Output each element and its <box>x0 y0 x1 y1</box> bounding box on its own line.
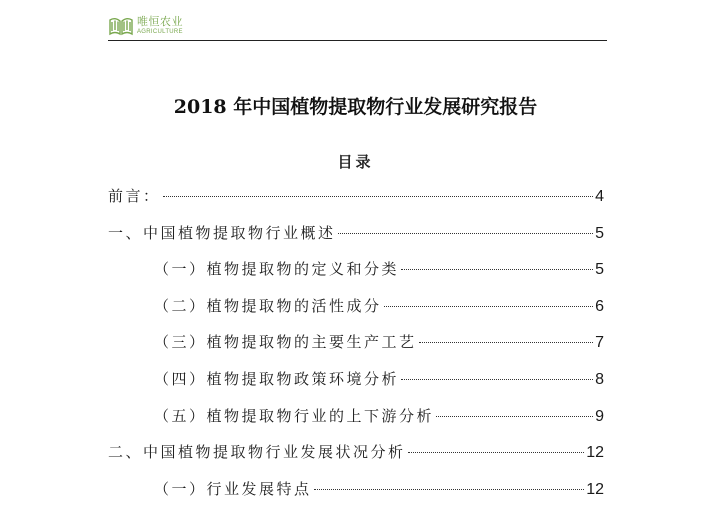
toc-dot-leader <box>436 416 593 417</box>
toc-entry-label: （二）植物提取物的活性成分 <box>154 296 382 315</box>
toc-entry-label: 一、中国植物提取物行业概述 <box>108 223 336 242</box>
toc-dot-leader <box>401 269 593 270</box>
toc-entry[interactable] <box>154 288 604 324</box>
toc-heading: 目录 <box>337 153 374 171</box>
book-leaf-logo-icon <box>108 14 134 36</box>
toc-page-number: 6 <box>595 297 604 315</box>
toc-entry-label: 前言： <box>108 187 161 205</box>
toc-entry[interactable] <box>154 398 604 434</box>
toc-entry[interactable] <box>154 361 604 397</box>
report-title: 2018 年中国植物提取物行业发展研究报告 <box>173 96 538 118</box>
toc-page-number: 8 <box>595 371 604 388</box>
toc-page-number: 5 <box>595 261 604 279</box>
toc-entry[interactable] <box>108 434 604 470</box>
toc-page-number: 12 <box>586 444 604 462</box>
logo-english-name: AGRICULTURE <box>137 29 183 35</box>
toc-page-number: 4 <box>595 188 604 205</box>
toc-entry-label: （四）植物提取物政策环境分析 <box>154 370 400 388</box>
toc-entry[interactable] <box>154 251 604 287</box>
toc-dot-leader <box>408 452 585 453</box>
page-header <box>108 14 607 41</box>
toc-dot-leader <box>384 306 594 307</box>
logo-chinese-name: 唯恒农业 <box>137 15 183 28</box>
toc-entry-label: （三）植物提取物的主要生产工艺 <box>154 333 417 352</box>
toc-page-number: 5 <box>595 224 604 242</box>
company-logo <box>108 14 183 36</box>
toc-entry[interactable] <box>154 471 604 507</box>
toc-dot-leader <box>338 233 594 234</box>
toc-page-number: 9 <box>595 407 604 425</box>
toc-entry[interactable] <box>108 178 604 214</box>
toc-entry-label: （一）植物提取物的定义和分类 <box>154 260 400 279</box>
toc-page-number: 7 <box>595 334 604 352</box>
toc-entry-label: （五）植物提取物行业的上下游分析 <box>154 406 435 425</box>
toc-entry[interactable] <box>154 324 604 360</box>
toc-dot-leader <box>314 489 585 490</box>
toc-entry-label: 二、中国植物提取物行业发展状况分析 <box>108 443 406 462</box>
toc-dot-leader <box>401 379 593 380</box>
toc-dot-leader <box>163 196 594 197</box>
logo-text <box>137 14 183 35</box>
toc-page-number: 12 <box>586 480 604 498</box>
toc-dot-leader <box>419 342 594 343</box>
toc-entry[interactable] <box>108 215 604 251</box>
toc-entry-label: （一）行业发展特点 <box>154 479 312 498</box>
